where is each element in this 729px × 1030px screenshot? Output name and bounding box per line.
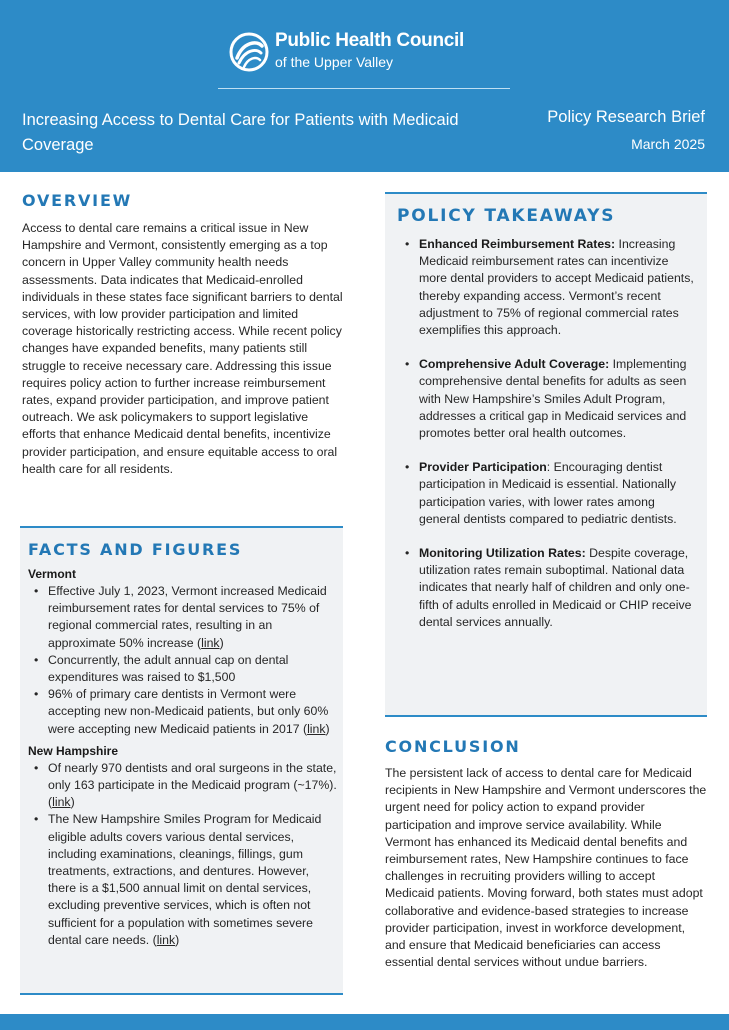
header-divider [218, 88, 510, 89]
list-item: • The New Hampshire Smiles Program for Medicaid eligible adults covers various dental services, including examinations, cleanings, fillings, gum treatments, extractions, and dentures. However, there is a $1,500 annual limit on dental services, excluding preventive services, which is often not sufficient for a population with sometimes severe dental care needs. (link) [34, 812, 322, 947]
organization-logo [229, 30, 501, 76]
conclusion-section [385, 737, 707, 971]
takeaways-list [399, 236, 699, 648]
takeaway-title: Enhanced Reimbursement Rates: [419, 237, 616, 251]
source-link[interactable]: link [52, 795, 71, 810]
conclusion-text: The persistent lack of access to dental care for Medicaid recipients in New Hampshire and Vermont underscores the urgent need for policy action to expand provider participation and improve service availability. While Vermont has enhanced its Medicaid dental benefits and reimbursement rates, New Hampshire continues to face challenges in recruiting providers willing to accept Medicaid patients. Moving forward, both states must adopt collaborative and evidence-based strategies to increase provider participation, invest in workforce development, and ensure that Medicaid beneficiaries can access essential dental services without undue barriers. [385, 766, 707, 970]
vermont-subheading: Vermont [28, 567, 77, 581]
document-type: Policy Research Brief [547, 108, 705, 126]
facts-panel [20, 526, 343, 995]
header-banner [0, 0, 729, 172]
list-item: • Effective July 1, 2023, Vermont increased Medicaid reimbursement rates for dental services to 75% of regional commercial rates, resulting in an approximate 50% increase (link) [34, 584, 327, 650]
source-link[interactable]: link [156, 932, 176, 947]
overview-section [22, 191, 344, 478]
facts-heading: FACTS AND FIGURES [28, 540, 243, 559]
list-item: • 96% of primary care dentists in Vermont were accepting new non-Medicaid patients, but only 60% were accepting new Medicaid patients in 2017 (link) [34, 687, 330, 736]
takeaway-title: Monitoring Utilization Rates: [419, 546, 586, 561]
new-hampshire-subheading: New Hampshire [28, 743, 119, 758]
council-logo-icon [229, 32, 269, 72]
conclusion-heading: CONCLUSION [385, 737, 521, 756]
source-link[interactable]: link [201, 635, 220, 650]
list-item: • Of nearly 970 dentists and oral surgeons in the state, only 163 participate in the Medicaid program (~17%). (link) [34, 760, 337, 810]
new-hampshire-facts-list [28, 760, 338, 949]
org-name: Public Health Council [275, 30, 464, 51]
list-item: • Enhanced Reimbursement Rates: Increasing Medicaid reimbursement rates can incentivize more dental providers to accept Medicaid patients, thereby expanding access. Vermont’s recent adjustment to 75% of regional commercial rates exemplifies this approach. [405, 237, 694, 338]
policy-takeaways-panel [385, 192, 707, 717]
org-subtitle: of the Upper Valley [275, 54, 394, 70]
source-link[interactable]: link [307, 721, 326, 736]
list-item: • Provider Participation: Encouraging dentist participation in Medicaid is essential. Nationally participation varies, with lower rates among general dentists compared to pediatric dentists. [405, 460, 677, 526]
takeaway-title: Comprehensive Adult Coverage: [419, 357, 610, 372]
footer-bar [0, 1014, 729, 1030]
list-item: • Monitoring Utilization Rates: Despite coverage, utilization rates remain suboptimal. National data indicates that nearly half of children and only one-fifth of adults enrolled in Medicaid or CHIP receive dental services annually. [405, 546, 692, 629]
overview-text: Access to dental care remains a critical issue in New Hampshire and Vermont, consistently emerging as a top concern in Upper Valley community health needs assessments. Data indicates that Medicaid-enrolled individuals in these states face significant barriers to dental services, with low provider participation and limited coverage historically restricting access. While recent policy changes have expanded benefits, many patients still struggle to receive necessary care. Addressing this issue requires policy action to further increase reimbursement rates, expand provider participation, and improve patient outreach. We ask policymakers to support legislative efforts that enhance Medicaid dental benefits, incentivize provider participation, and ensure equitable access to oral health care for all residents. [22, 221, 343, 476]
overview-heading: OVERVIEW [22, 191, 133, 210]
vermont-facts-list [28, 583, 338, 738]
brief-title: Increasing Access to Dental Care for Patients with Medicaid Coverage [22, 111, 459, 154]
takeaways-heading: POLICY TAKEAWAYS [397, 206, 616, 226]
takeaway-title: Provider Participation [419, 460, 547, 475]
publication-date: March 2025 [631, 136, 705, 152]
list-item: • Comprehensive Adult Coverage: Implementing comprehensive dental benefits for adults as seen with New Hampshire’s Smiles Adult Program, addresses a critical gap in Medicaid services and promotes better oral health outcomes. [405, 357, 687, 441]
list-item: • Concurrently, the adult annual cap on dental expenditures was raised to $1,500 [34, 652, 289, 685]
